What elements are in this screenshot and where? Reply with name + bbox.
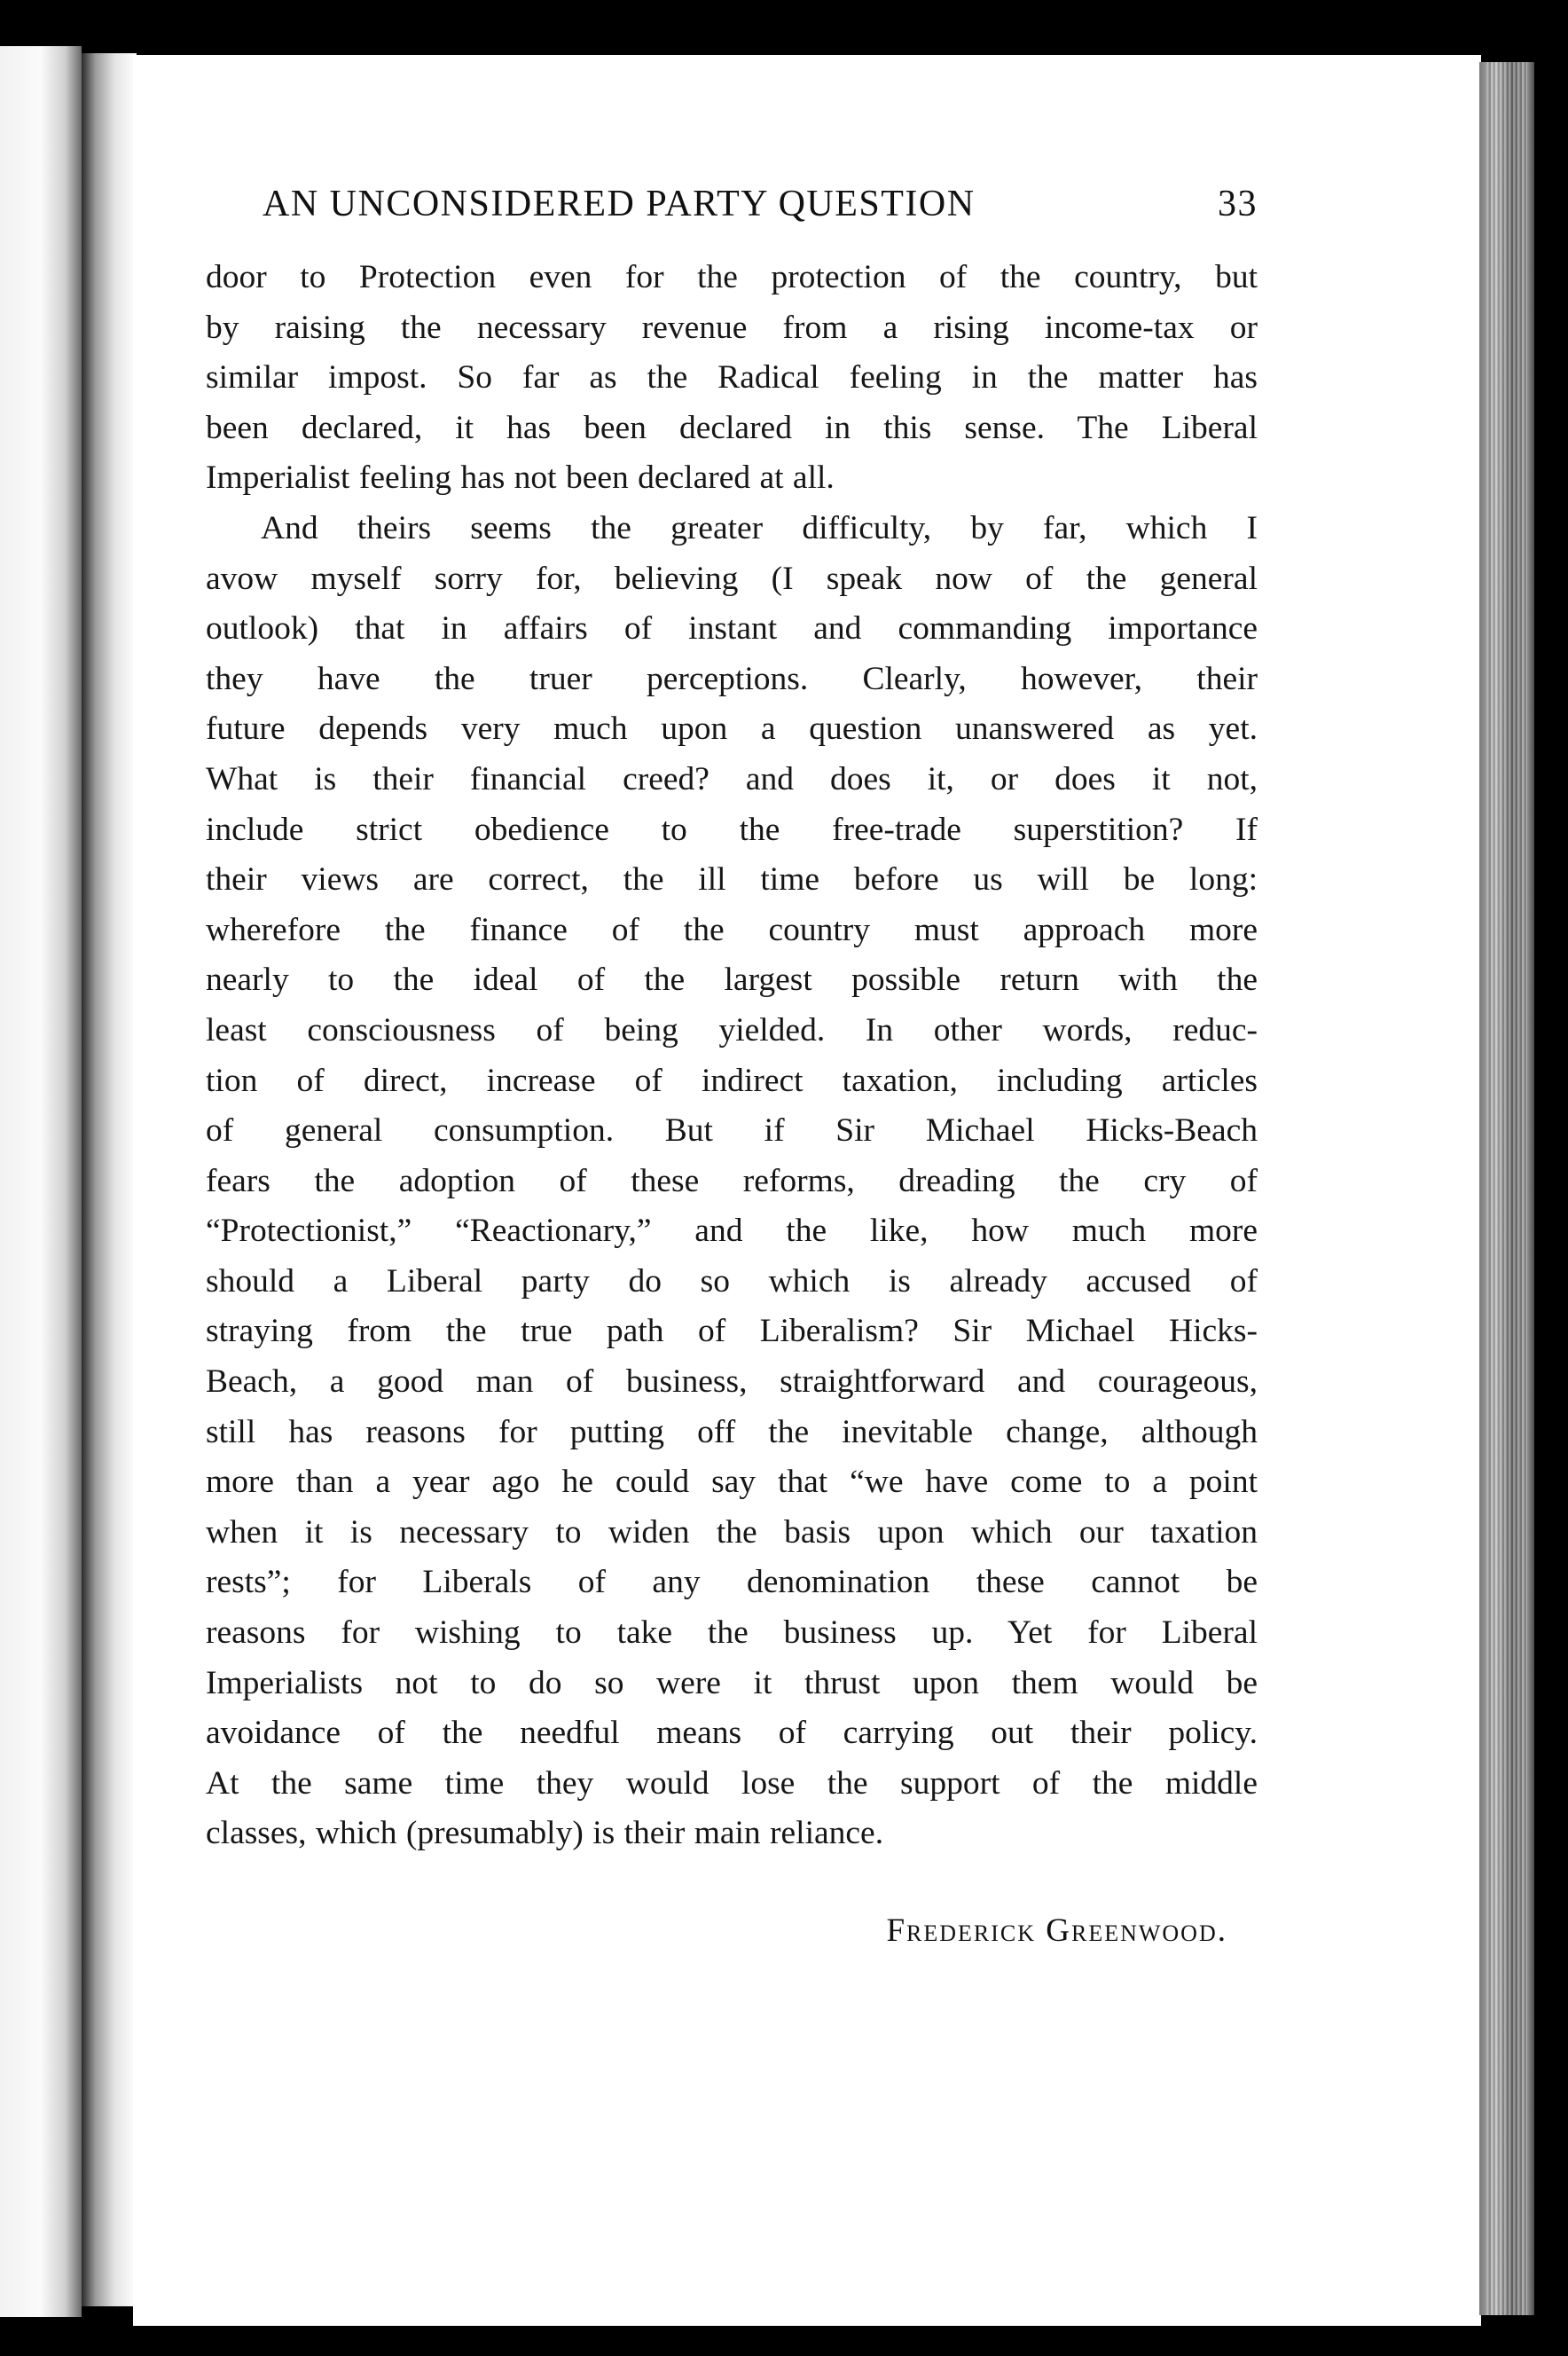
text-line: What is their financial creed? and does it, or does it not,	[206, 760, 1258, 797]
text-line: least consciousness of being yielded. In other words, reduc-	[206, 1011, 1258, 1048]
text-line: fears the adoption of these reforms, dreading the cry of	[206, 1162, 1258, 1199]
text-line: rests”; for Liberals of any denomination these cannot be	[206, 1564, 1258, 1601]
text-line: Imperialist feeling has not been declared at all.	[206, 459, 835, 497]
running-head	[263, 183, 1258, 236]
text-line: been declared, it has been declared in this sense. The Liberal	[206, 409, 1258, 446]
text-line: door to Protection even for the protection of the country, but	[206, 259, 1258, 295]
text-line: their views are correct, the ill time before us will be long:	[206, 861, 1258, 899]
book-gutter	[82, 53, 137, 2306]
text-line: And theirs seems the greater difficulty, by far, which I	[261, 509, 1258, 546]
text-line: Imperialists not to do so were it thrust upon them would be	[206, 1664, 1258, 1701]
text-line: of general consumption. But if Sir Michael Hicks-Beach	[206, 1112, 1258, 1150]
text-line: reasons for wishing to take the business up. Yet for Liberal	[206, 1614, 1258, 1652]
text-line: At the same time they would lose the support of the middle	[206, 1764, 1258, 1802]
text-line: more than a year ago he could say that “we have come to a point	[206, 1464, 1258, 1501]
article-body	[206, 253, 1258, 1859]
running-head-title: AN UNCONSIDERED PARTY QUESTION	[263, 184, 976, 224]
text-line: “Protectionist,” “Reactionary,” and the like, how much more	[206, 1213, 1258, 1250]
text-line: avoidance of the needful means of carrying out their policy.	[206, 1715, 1258, 1752]
author-signature: Frederick Greenwood.	[886, 1912, 1227, 1949]
facing-page-edge	[0, 46, 82, 2317]
text-line: they have the truer perceptions. Clearly, however, their	[206, 660, 1258, 697]
text-line: classes, which (presumably) is their main reliance.	[206, 1815, 884, 1852]
text-line: when it is necessary to widen the basis upon which our taxation	[206, 1513, 1258, 1551]
text-line: by raising the necessary revenue from a rising income-tax or	[206, 309, 1258, 346]
text-line: future depends very much upon a question unanswered as yet.	[206, 711, 1258, 748]
text-line: avow myself sorry for, believing (I speak now of the general	[206, 560, 1258, 597]
paragraph	[206, 253, 1258, 504]
text-line: similar impost. So far as the Radical feeling in the matter has	[206, 359, 1258, 397]
text-line: Beach, a good man of business, straightforward and courageous,	[206, 1363, 1258, 1401]
text-line: straying from the true path of Liberalism? Sir Michael Hicks-	[206, 1313, 1258, 1350]
page-number: 33	[1218, 184, 1258, 224]
text-line: still has reasons for putting off the inevitable change, although	[206, 1413, 1258, 1450]
text-line: outlook) that in affairs of instant and commanding importance	[206, 610, 1258, 648]
page-stack-edge	[1479, 62, 1534, 2315]
text-line: should a Liberal party do so which is already accused of	[206, 1262, 1258, 1300]
text-line: nearly to the ideal of the largest possible return with the	[206, 962, 1258, 999]
text-line: tion of direct, increase of indirect taxation, including articles	[206, 1062, 1258, 1099]
text-line: wherefore the finance of the country must approach more	[206, 911, 1258, 948]
text-line: include strict obedience to the free-trade superstition? If	[206, 811, 1258, 848]
paragraph	[206, 504, 1258, 1859]
